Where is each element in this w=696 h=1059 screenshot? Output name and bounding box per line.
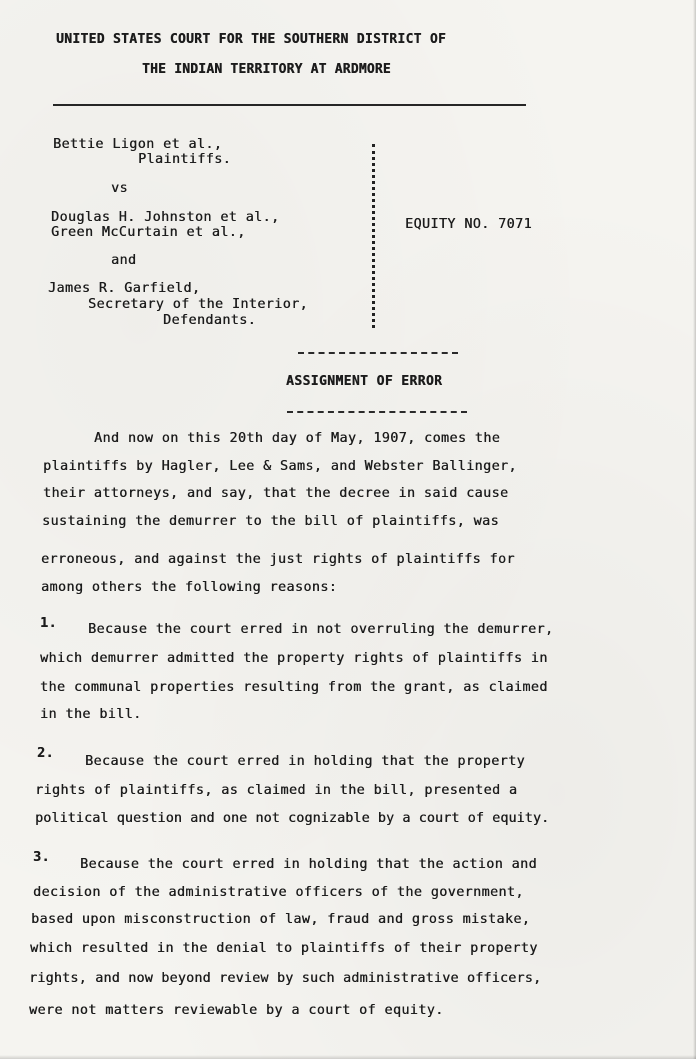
intro-line: And now on this 20th day of May, 1907, comes the xyxy=(94,431,501,446)
reason-line: Because the court erred in not overruling the demurrer, xyxy=(88,622,554,637)
reason-line: political question and one not cognizable by a court of equity. xyxy=(35,811,550,826)
versus-label: vs xyxy=(111,181,128,196)
defendant-3-title: Secretary of the Interior, xyxy=(88,297,309,312)
document-title: ASSIGNMENT OF ERROR xyxy=(286,374,443,389)
reason-line: were not matters reviewable by a court of equity. xyxy=(29,1003,444,1018)
court-header-line-2: THE INDIAN TERRITORY AT ARDMORE xyxy=(142,62,391,77)
reason-line: the communal properties resulting from the grant, as claimed xyxy=(40,680,548,695)
page-bottom-shadow xyxy=(0,1055,696,1059)
reason-number: 3. xyxy=(33,850,50,865)
intro-line: plaintiffs by Hagler, Lee & Sams, and Webster Ballinger, xyxy=(43,459,517,474)
reason-line: which demurrer admitted the property rights of plaintiffs in xyxy=(40,651,548,666)
caption-divider xyxy=(372,144,375,328)
defendant-1: Douglas H. Johnston et al., xyxy=(51,210,280,225)
header-rule xyxy=(53,104,526,106)
reason-number: 2. xyxy=(37,746,54,761)
reason-line: decision of the administrative officers of the government, xyxy=(33,885,524,900)
defendant-2: Green McCurtain et al., xyxy=(51,225,246,240)
intro-line: among others the following reasons: xyxy=(41,580,338,595)
reason-line: rights, and now beyond review by such administrative officers, xyxy=(29,971,542,986)
and-label: and xyxy=(111,253,137,268)
intro-line: their attorneys, and say, that the decree in said cause xyxy=(43,486,509,501)
plaintiff-role: Plaintiffs. xyxy=(138,152,232,167)
reason-line: which resulted in the denial to plaintiffs of their property xyxy=(30,941,538,956)
title-dash-bottom xyxy=(287,411,467,413)
title-dash-top xyxy=(298,352,458,354)
intro-line: erroneous, and against the just rights of plaintiffs for xyxy=(41,552,515,567)
case-number: EQUITY NO. 7071 xyxy=(405,217,532,232)
intro-line: sustaining the demurrer to the bill of plaintiffs, was xyxy=(42,514,499,529)
reason-line: Because the court erred in holding that the property xyxy=(85,754,526,769)
reason-line: based upon misconstruction of law, fraud and gross mistake, xyxy=(31,912,531,927)
plaintiff-name: Bettie Ligon et al., xyxy=(53,137,223,152)
defendant-role: Defendants. xyxy=(163,313,257,328)
defendant-3-name: James R. Garfield, xyxy=(48,281,201,296)
reason-line: Because the court erred in holding that the action and xyxy=(80,857,537,872)
reason-line: rights of plaintiffs, as claimed in the bill, presented a xyxy=(35,783,518,798)
reason-number: 1. xyxy=(40,616,57,631)
reason-line: in the bill. xyxy=(40,707,142,722)
court-header-line-1: UNITED STATES COURT FOR THE SOUTHERN DISTRICT OF xyxy=(56,32,447,47)
